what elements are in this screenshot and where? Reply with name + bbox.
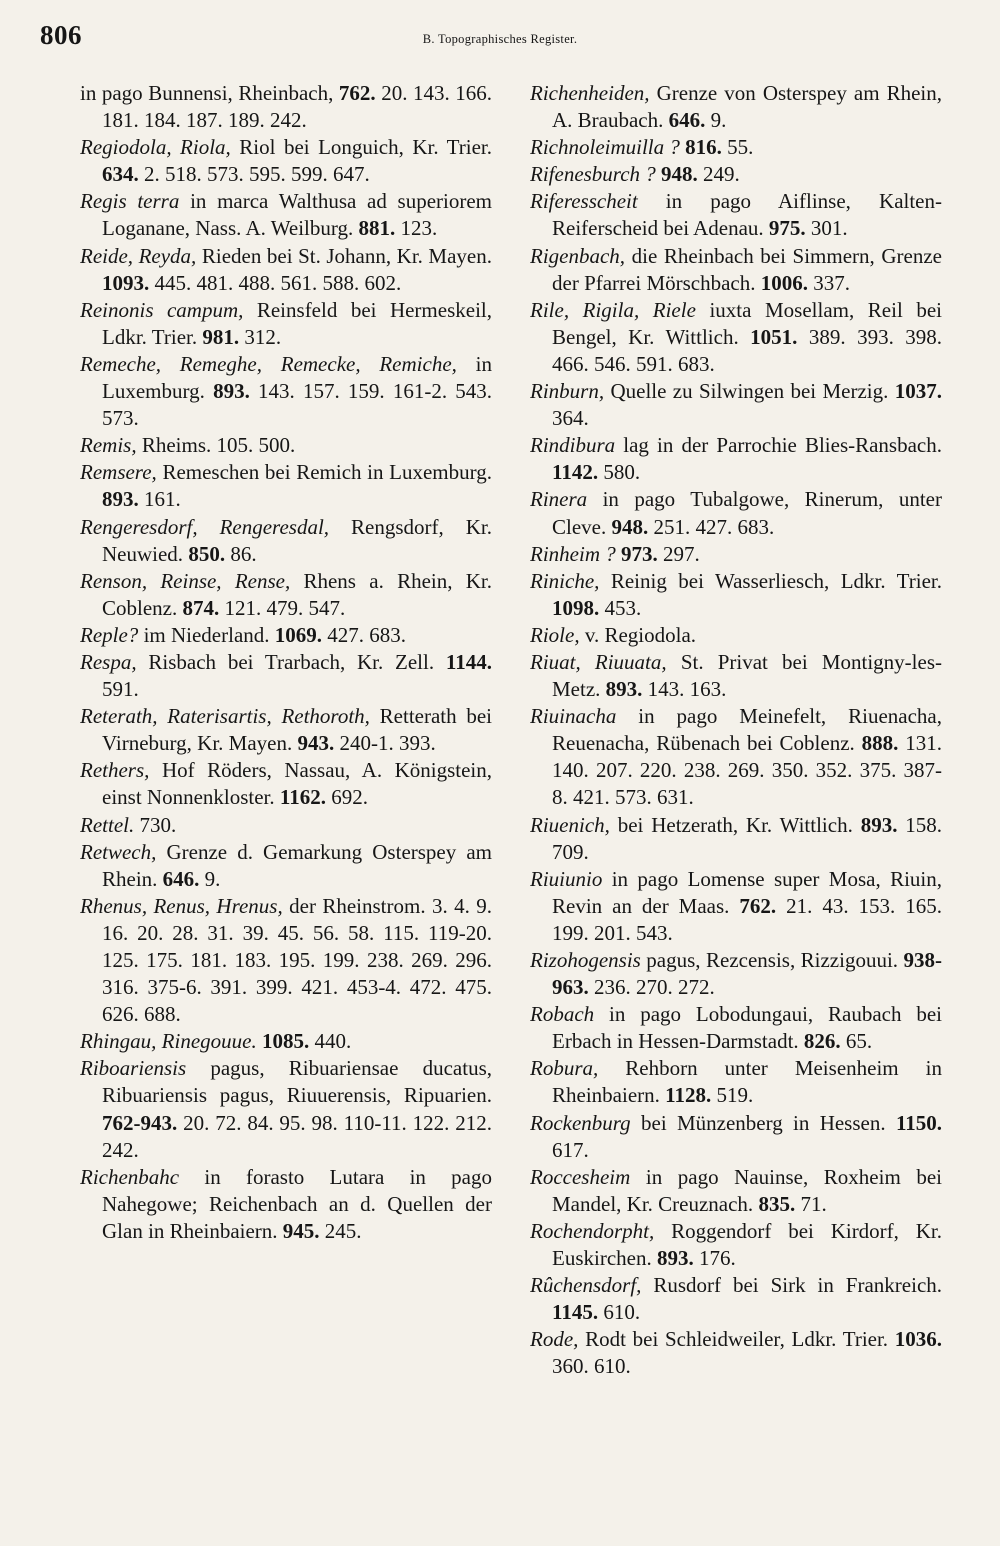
entry-refs: 131. 140. 207. 220. 238. 269. 350. 352. 375. 387-8. 421. 573. 631. <box>552 731 942 810</box>
register-entry <box>80 80 492 134</box>
entry-lemma: Reterath, Raterisartis, Rethoroth, <box>80 704 370 729</box>
register-entry <box>80 1028 492 1055</box>
register-entry <box>530 1164 942 1218</box>
entry-text: Reinig bei Wasserliesch, Ldkr. Trier. <box>610 568 942 593</box>
left-column <box>80 80 492 1520</box>
entry-refs: 440. <box>314 1029 352 1054</box>
entry-refs: 364. <box>552 406 589 431</box>
register-entry <box>80 839 492 893</box>
entry-refs: 20. 143. 166. 181. 184. 187. 189. 242. <box>102 81 492 133</box>
register-entry <box>80 351 492 432</box>
register-entry <box>530 1001 942 1055</box>
entry-main-ref: 1037. <box>894 379 942 404</box>
entry-lemma: Riferesscheit <box>530 189 638 214</box>
entry-lemma: Rinburn, <box>530 379 605 404</box>
register-entry <box>530 812 942 866</box>
entry-lemma: Rockenburg <box>530 1110 631 1135</box>
entry-main-ref: 1150. <box>895 1110 942 1135</box>
entry-refs: 123. <box>400 216 438 241</box>
entry-lemma: Rethers, <box>80 758 150 783</box>
entry-refs: 580. <box>603 460 641 485</box>
entry-refs: 617. <box>552 1137 589 1162</box>
entry-main-ref: 1036. <box>894 1327 942 1352</box>
entry-refs: 453. <box>604 595 642 620</box>
register-entry <box>530 649 942 703</box>
entry-main-ref: 945. <box>282 1218 320 1243</box>
entry-main-ref: 826. <box>803 1029 841 1054</box>
entry-refs: 591. <box>102 677 139 702</box>
register-entry <box>530 243 942 297</box>
entry-refs: 65. <box>845 1029 873 1054</box>
entry-lemma: Respa, <box>80 649 137 674</box>
entry-main-ref: 893. <box>656 1246 694 1271</box>
entry-text: St. Privat bei Montigny-les-Metz. <box>552 649 942 702</box>
register-entry <box>530 161 942 188</box>
entry-main-ref: 1162. <box>279 785 326 810</box>
entry-main-ref: 634. <box>102 162 139 187</box>
entry-refs: 445. 481. 488. 561. 588. 602. <box>154 270 402 295</box>
entry-main-ref: 1051. <box>750 324 798 349</box>
entry-lemma: Richenheiden, <box>530 81 650 105</box>
entry-refs: 143. 163. <box>647 677 727 702</box>
entry-lemma: Rifenesburch ? <box>530 162 656 187</box>
entry-lemma: Riuat, Riuuata, <box>530 649 667 674</box>
entry-main-ref: 938-963. <box>552 948 942 1000</box>
entry-text: in pago Bunnensi, Rheinbach, <box>80 81 334 105</box>
entry-lemma: Remis, <box>80 433 137 458</box>
entry-text: Roggendorf bei Kirdorf, Kr. Euskirchen. <box>552 1218 942 1271</box>
entry-main-ref: 975. <box>768 216 806 241</box>
entry-refs: 427. 683. <box>327 622 407 647</box>
entry-main-ref: 646. <box>668 108 706 133</box>
entry-refs: 236. 270. 272. <box>594 975 715 1000</box>
register-entry <box>530 80 942 134</box>
entry-text: Rodt bei Schleidweiler, Ldkr. Trier. <box>585 1327 889 1352</box>
entry-main-ref: 874. <box>182 595 220 620</box>
entry-text: Retterath bei Virneburg, Kr. Mayen. <box>102 704 492 756</box>
register-entry <box>80 812 492 839</box>
entry-text: der Rheinstrom. 3. 4. 9. 16. 20. 28. 31. 39. 45. 56. 58. 115. 119-20. 125. 175. 181. 183. 195. 199. 238. 269. 296. 316. 375-6. 391. 399. 421. 453-4. 472. 475. 626. 688. <box>102 893 492 1027</box>
entry-main-ref: 893. <box>860 812 898 837</box>
entry-refs: 143. 157. 159. 161-2. 543. 573. <box>102 379 492 431</box>
entry-main-ref: 1085. <box>261 1029 310 1054</box>
entry-text: in pago Tubalgowe, Rinerum, unter Cleve. <box>552 487 942 539</box>
entry-lemma: Riniche, <box>530 568 600 593</box>
entry-refs: 176. <box>698 1246 736 1271</box>
entry-text: Rieden bei St. Johann, Kr. Mayen. <box>201 243 492 268</box>
entry-main-ref: 1069. <box>274 622 323 647</box>
entry-main-ref: 1006. <box>760 270 808 295</box>
entry-refs: 20. 72. 84. 95. 98. 110-11. 122. 212. 242. <box>102 1110 492 1162</box>
entry-lemma: Regis terra <box>80 189 180 214</box>
entry-lemma: Reide, Reyda, <box>80 243 197 268</box>
entry-lemma: Retwech, <box>80 839 157 864</box>
entry-text: in pago Lomense super Mosa, Riuin, Revin an der Maas. <box>552 866 942 918</box>
entry-text: Rheims. 105. 500. <box>141 433 296 458</box>
entry-refs: 519. <box>716 1083 754 1108</box>
register-entry <box>80 514 492 568</box>
entry-refs: 249. <box>703 162 740 187</box>
entry-lemma: Rengeresdorf, Rengeresdal, <box>80 514 330 539</box>
page-header <box>40 20 960 50</box>
entry-lemma: Robach <box>530 1002 595 1027</box>
register-entry <box>80 757 492 811</box>
register-entry <box>530 703 942 811</box>
entry-text: im Niederland. <box>143 622 270 647</box>
entry-lemma: Rhenus, Renus, Hrenus, <box>80 893 283 918</box>
entry-text: pagus, Rezcensis, Rizzigouui. <box>646 948 899 972</box>
register-entry <box>530 297 942 378</box>
entry-refs: 610. <box>603 1300 641 1325</box>
entry-text: v. Regiodola. <box>584 622 697 647</box>
entry-lemma: Rûchensdorf, <box>530 1273 642 1298</box>
entry-main-ref: 762-943. <box>102 1110 178 1135</box>
entry-text: in pago Aiflinse, Kalten-Reiferscheid bei Adenau. <box>552 189 942 241</box>
register-entry <box>530 432 942 486</box>
entry-text: lag in der Parrochie Blies-Ransbach. <box>623 433 942 458</box>
entry-main-ref: 1098. <box>552 595 600 620</box>
register-entry <box>80 297 492 351</box>
entry-lemma: Riboariensis <box>80 1056 187 1081</box>
register-entry <box>80 459 492 513</box>
register-entry <box>530 568 942 622</box>
entry-refs: 9. <box>204 866 221 891</box>
entry-text: Grenze d. Gemarkung Osterspey am Rhein. <box>102 839 492 891</box>
entry-refs: 161. <box>144 487 181 512</box>
entry-lemma: Rile, Rigila, Riele <box>530 297 696 322</box>
entry-text: in pago Nauinse, Roxheim bei Mandel, Kr. Creuznach. <box>552 1164 942 1216</box>
entry-main-ref: 1144. <box>445 649 492 674</box>
entry-main-ref: 646. <box>162 866 200 891</box>
register-entry <box>530 541 942 568</box>
entry-text: pagus, Ribuariensae ducatus, Ribuariensis pagus, Riuuerensis, Ripuarien. <box>102 1056 492 1108</box>
entry-lemma: Remsere, <box>80 460 157 485</box>
entry-main-ref: 893. <box>213 379 250 404</box>
register-columns <box>80 80 942 1520</box>
entry-lemma: Riole, <box>530 622 580 647</box>
entry-main-ref: 850. <box>188 541 226 566</box>
entry-main-ref: 1142. <box>552 460 599 485</box>
entry-text: in Luxemburg. <box>102 351 492 404</box>
entry-lemma: Remeche, Remeghe, Remecke, Remiche, <box>80 351 457 376</box>
entry-refs: 360. 610. <box>552 1354 631 1379</box>
entry-main-ref: 888. <box>861 731 899 756</box>
entry-refs: 312. <box>244 324 282 349</box>
entry-lemma: Rinheim ? <box>530 541 616 566</box>
entry-text: Reinsfeld bei Hermeskeil, Ldkr. Trier. <box>102 297 492 349</box>
entry-refs: 301. <box>810 216 848 241</box>
entry-text: in forasto Lutara in pago Nahegowe; Reichenbach an d. Quellen der Glan in Rheinbaiern. <box>102 1164 492 1243</box>
entry-lemma: Renson, Reinse, Rense, <box>80 568 291 593</box>
entry-text: in pago Lobodungaui, Raubach bei Erbach in Hessen-Darmstadt. <box>552 1002 942 1054</box>
register-entry <box>530 1272 942 1326</box>
register-entry <box>530 1110 942 1164</box>
entry-refs: 55. <box>727 135 754 160</box>
register-entry <box>530 1055 942 1109</box>
register-entry <box>530 188 942 242</box>
entry-text: in marca Walthusa ad superiorem Loganane, Nass. A. Weilburg. <box>102 189 492 241</box>
entry-text: bei Hetzerath, Kr. Wittlich. <box>617 812 853 837</box>
entry-main-ref: 816. <box>685 135 722 160</box>
right-column <box>530 80 942 1520</box>
entry-lemma: Rindibura <box>530 433 616 458</box>
entry-lemma: Rinera <box>530 487 588 512</box>
entry-lemma: Rode, <box>530 1327 579 1352</box>
running-title: B. Topographisches Register. <box>422 32 578 46</box>
entry-text: Grenze von Osterspey am Rhein, A. Braubach. <box>552 81 942 133</box>
entry-refs: 9. <box>710 108 727 133</box>
entry-refs: 337. <box>813 270 850 295</box>
register-entry <box>80 703 492 757</box>
entry-lemma: Richenbahc <box>80 1164 180 1189</box>
register-entry <box>80 622 492 649</box>
entry-text: Risbach bei Trarbach, Kr. Zell. <box>148 649 435 674</box>
entry-lemma: Rhingau, Rinegouue. <box>80 1029 257 1054</box>
entry-main-ref: 1093. <box>102 270 150 295</box>
entry-main-ref: 948. <box>611 514 649 539</box>
entry-main-ref: 762. <box>338 81 376 105</box>
entry-text: die Rheinbach bei Simmern, Grenze der Pfarrei Mörschbach. <box>552 243 942 295</box>
entry-lemma: Robura, <box>530 1056 599 1081</box>
entry-refs: 251. 427. 683. <box>653 514 775 539</box>
entry-lemma: Riuenich, <box>530 812 610 837</box>
entry-lemma: Roccesheim <box>530 1164 631 1189</box>
register-entry <box>80 568 492 622</box>
entry-refs: 692. <box>331 785 368 810</box>
entry-main-ref: 948. <box>661 162 698 187</box>
entry-main-ref: 973. <box>620 541 658 566</box>
entry-lemma: Riuiunio <box>530 866 603 891</box>
entry-refs: 245. <box>324 1218 362 1243</box>
entry-main-ref: 1145. <box>552 1300 599 1325</box>
entry-refs: 158. 709. <box>552 812 942 864</box>
register-entry <box>530 1326 942 1380</box>
entry-main-ref: 1128. <box>665 1083 712 1108</box>
entry-refs: 240-1. 393. <box>339 731 436 756</box>
entry-text: Rusdorf bei Sirk in Frankreich. <box>653 1273 942 1298</box>
entry-main-ref: 881. <box>358 216 396 241</box>
entry-lemma: Reinonis campum, <box>80 297 244 322</box>
entry-main-ref: 835. <box>758 1191 796 1216</box>
entry-lemma: Richnoleimuilla ? <box>530 135 680 160</box>
register-entry <box>80 893 492 1028</box>
entry-refs: 21. 43. 153. 165. 199. 201. 543. <box>552 893 942 945</box>
entry-lemma: Regiodola, Riola, <box>80 135 231 160</box>
entry-lemma: Riuinacha <box>530 704 617 729</box>
register-entry <box>80 1055 492 1163</box>
entry-text: Rhens a. Rhein, Kr. Coblenz. <box>102 568 492 620</box>
entry-text: 730. <box>139 812 177 837</box>
entry-lemma: Rettel. <box>80 812 135 837</box>
entry-text: Rengsdorf, Kr. Neuwied. <box>102 514 492 566</box>
entry-refs: 389. 393. 398. 466. 546. 591. 683. <box>552 324 942 376</box>
register-entry <box>530 866 942 947</box>
entry-lemma: Rizohogensis <box>530 948 641 972</box>
entry-text: bei Münzenberg in Hessen. <box>641 1110 886 1135</box>
entry-main-ref: 762. <box>739 893 777 918</box>
entry-lemma: Rigenbach, <box>530 243 626 268</box>
entry-main-ref: 893. <box>605 677 643 702</box>
entry-text: iuxta Mosellam, Reil bei Bengel, Kr. Wittlich. <box>552 297 942 349</box>
entry-text: Hof Röders, Nassau, A. Königstein, einst Nonnenkloster. <box>102 758 492 810</box>
entry-lemma: Rochendorpht, <box>530 1218 655 1243</box>
register-entry <box>530 1218 942 1272</box>
entry-text: in pago Meinefelt, Riuenacha, Reuenacha, Rübenach bei Coblenz. <box>552 704 942 756</box>
register-entry <box>80 188 492 242</box>
register-entry <box>530 134 942 161</box>
register-entry <box>80 134 492 188</box>
entry-lemma: Reple? <box>80 622 139 647</box>
entry-main-ref: 981. <box>202 324 240 349</box>
entry-refs: 2. 518. 573. 595. 599. 647. <box>144 162 370 187</box>
register-entry <box>80 432 492 459</box>
register-entry <box>530 486 942 540</box>
entry-refs: 71. <box>800 1191 827 1216</box>
entry-main-ref: 893. <box>102 487 139 512</box>
entry-text: Rehborn unter Meisenheim in Rheinbaiern. <box>552 1056 942 1108</box>
entry-refs: 86. <box>230 541 257 566</box>
entry-refs: 297. <box>662 541 700 566</box>
entry-text: Riol bei Longuich, Kr. Trier. <box>239 135 492 160</box>
page-number: 806 <box>40 20 82 50</box>
register-entry <box>80 243 492 297</box>
entry-refs: 121. 479. 547. <box>224 595 346 620</box>
register-entry <box>80 1164 492 1245</box>
register-entry <box>80 649 492 703</box>
entry-text: Remeschen bei Remich in Luxemburg. <box>162 460 492 485</box>
entry-main-ref: 943. <box>297 731 335 756</box>
register-entry <box>530 378 942 432</box>
register-entry <box>530 947 942 1001</box>
register-entry <box>530 622 942 649</box>
entry-text: Quelle zu Silwingen bei Merzig. <box>610 379 889 404</box>
